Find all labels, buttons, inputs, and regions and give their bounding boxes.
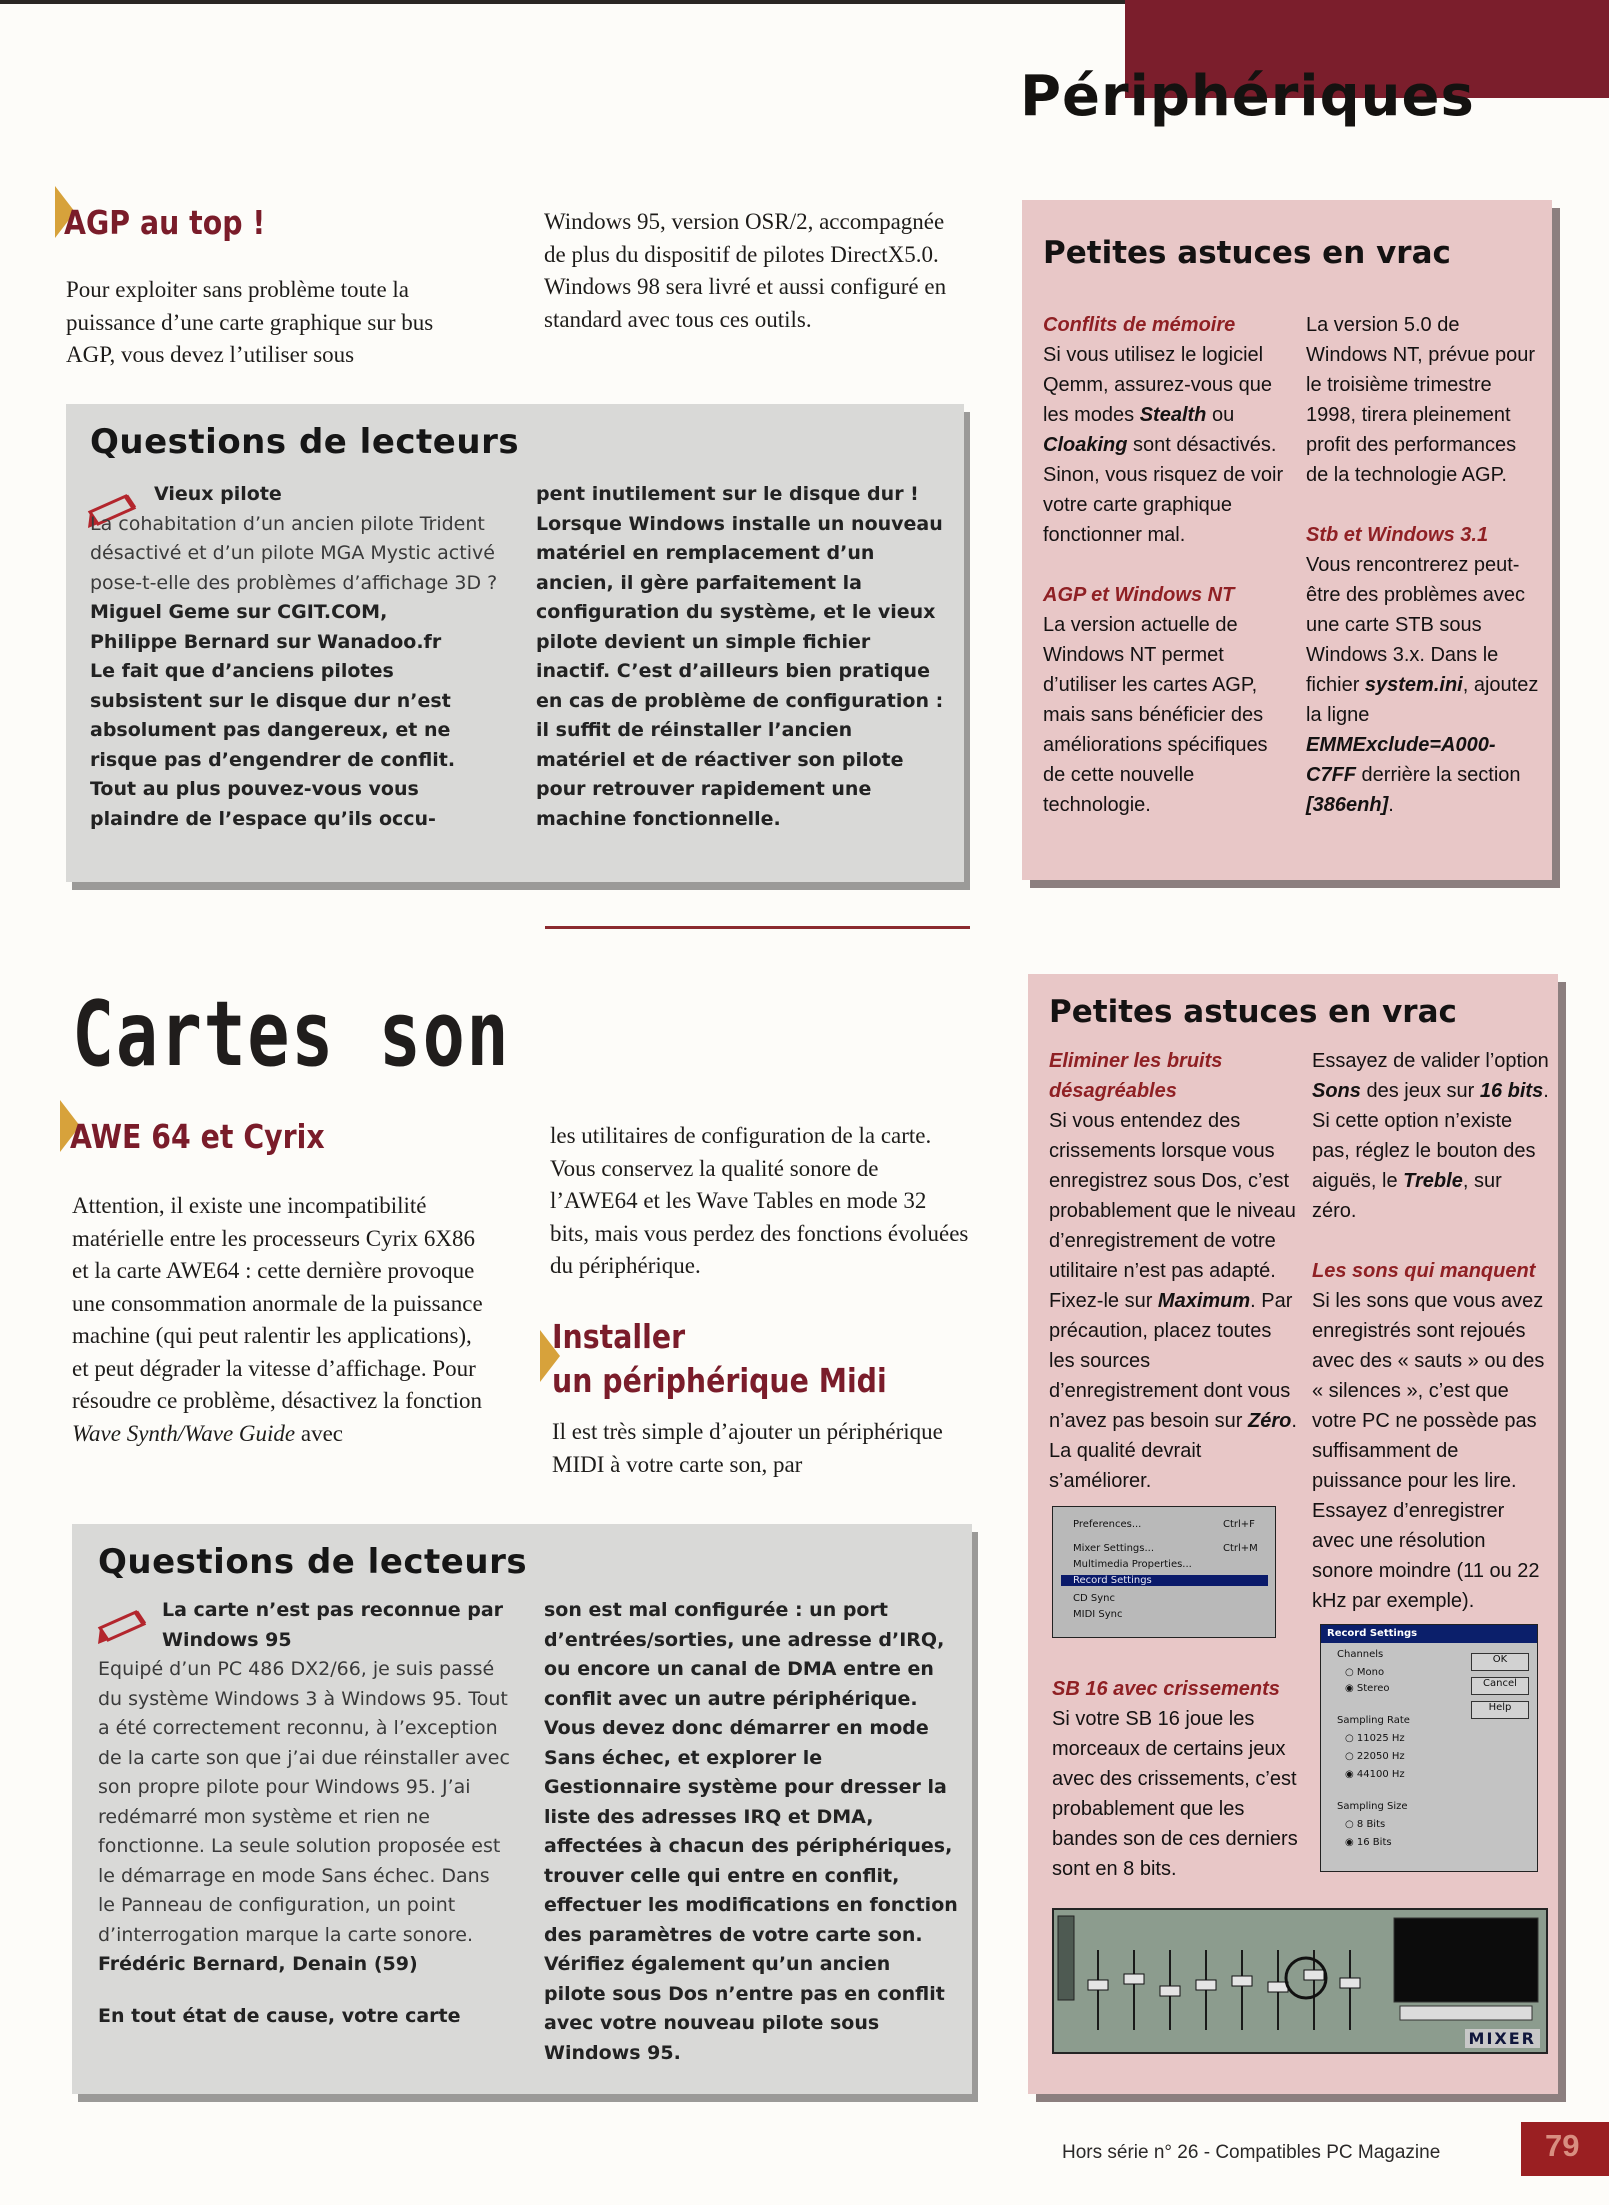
radio-label: 44100 Hz: [1356, 1769, 1405, 1780]
tip-heading: AGP et Windows NT: [1043, 584, 1235, 606]
radio-rate[interactable]: ○ 22050 Hz: [1345, 1751, 1405, 1762]
tip-heading: Eliminer les bruits désagréables: [1049, 1050, 1223, 1102]
tips-box-1: [1022, 200, 1552, 880]
reader-questions-title: Questions de lecteurs: [98, 1542, 528, 1582]
answer-part-b: son est mal configurée : un port d’entrées/sorties, une adresse d’IRQ, ou encore un canal de DMA entre en conflit avec un autre périphérique. Vous devez donc démarrer en mode Sans échec, et explorer le Gestionnaire système pour dresser la liste des adresses IRQ et DMA, affectées à chacun des périphériques, trouver celle qui entre en conflit, effectuer les modifications en fonction des paramètres de votre carte son. Vérifiez également qu’un ancien pilote sous Dos n’entre pas en conflit avec votre nouveau pilote sous Windows 95.: [544, 1599, 958, 2064]
radio-label: 16 Bits: [1356, 1837, 1392, 1848]
tip-text: Si vous utilisez le logiciel Qemm, assurez-vous que les modes: [1043, 344, 1272, 426]
awe-emph: Wave Synth/Wave Guide: [72, 1420, 296, 1446]
group-label: Sampling Size: [1337, 1801, 1408, 1812]
group-label: Channels: [1337, 1649, 1384, 1660]
awe-col1: [72, 1190, 492, 1450]
tip-text: Si votre SB 16 joue les morceaux de certains jeux avec des crissements, c’est probablement que les bandes son de ces derniers sont en 8 bits.: [1052, 1708, 1298, 1880]
section-heading-cartes-son: Cartes son: [72, 982, 511, 1087]
tip-emph: Treble: [1403, 1170, 1463, 1192]
question-author: Frédéric Bernard, Denain (59): [98, 1953, 418, 1975]
radio-stereo[interactable]: ◉ Stereo: [1345, 1683, 1390, 1694]
tip-text: Si vous entendez des crissements lorsque vous enregistrez sous Dos, c’est probablement que le niveau d’enregistrement de votre utilitaire n’est pas adapté. Fixez-le sur: [1049, 1110, 1296, 1312]
group-label: Sampling Rate: [1337, 1715, 1410, 1726]
radio-rate[interactable]: ○ 11025 Hz: [1345, 1733, 1405, 1744]
tip-heading: Stb et Windows 3.1: [1306, 524, 1489, 546]
help-button[interactable]: Help: [1471, 1701, 1529, 1719]
awe-text: Attention, il existe une incompatibilité matérielle entre les processeurs Cyrix 6X86 et la carte AWE64 : cette dernière provoque une consommation anormale de la puissance machine (qui peut ralentir les applications), et peut dégrader la vitesse d’affichage. Pour résoudre ce problème, désactivez la fonction: [72, 1193, 483, 1413]
tip-heading: Les sons qui manquent: [1312, 1260, 1536, 1282]
radio-label: 22050 Hz: [1356, 1751, 1405, 1762]
radio-label: Stereo: [1356, 1683, 1390, 1694]
radio-mono[interactable]: ○ Mono: [1345, 1667, 1385, 1678]
radio-size[interactable]: ○ 8 Bits: [1345, 1819, 1386, 1830]
tip-text: Essayez de valider l’option: [1312, 1050, 1549, 1072]
radio-label: 8 Bits: [1356, 1819, 1386, 1830]
tip-heading: Conflits de mémoire: [1043, 314, 1236, 336]
question-item-title: Vieux pilote: [154, 483, 282, 505]
section-divider: [545, 926, 970, 929]
ok-button[interactable]: OK: [1471, 1653, 1529, 1671]
menu-screenshot: [1052, 1506, 1276, 1638]
tips-col1: [1043, 310, 1293, 820]
menu-item-selected[interactable]: Record Settings: [1061, 1575, 1268, 1586]
tip-text: derrière la section: [1356, 764, 1521, 786]
awe-text: avec: [295, 1420, 344, 1446]
tip-emph: EMMExclude=A000-C7FF: [1306, 734, 1496, 786]
tip-emph: Maximum: [1157, 1290, 1251, 1312]
tips-title: Petites astuces en vrac: [1049, 994, 1457, 1030]
tip-emph: Zéro: [1248, 1410, 1292, 1432]
tip-emph: Stealth: [1139, 404, 1207, 426]
awe-headline: AWE 64 et Cyrix: [70, 1117, 325, 1156]
tips-col2: [1312, 1046, 1550, 1616]
agp-col2: Windows 95, version OSR/2, accompagnée de plus du dispositif de pilotes DirectX5.0. Windows 98 sera livré et aussi configuré en standard avec tous ces outils.: [544, 209, 947, 332]
reader-question-col2: [536, 480, 948, 834]
answer-part-a: Le fait que d’anciens pilotes subsistent sur le disque dur n’est absolument pas dangereux, et ne risque pas d’engendrer de conflit. Tout au plus pouvez-vous vous plaindre de l’espace qu’ils occu-: [90, 660, 456, 830]
tip-text: . Si cette option n’existe pas, réglez le bouton des aiguës, le: [1312, 1080, 1549, 1192]
tip-text: ou: [1206, 404, 1235, 426]
tip-text: .: [1388, 794, 1394, 816]
agp-col1: Pour exploiter sans problème toute la puissance d’une carte graphique sur bus AGP, vous devez l’utiliser sous: [66, 277, 434, 367]
tip-text: . La qualité devrait s’améliorer.: [1049, 1410, 1297, 1492]
tip-text: . Par précaution, placez toutes les sources d’enregistrement dont vous n’avez pas besoin sur: [1049, 1290, 1293, 1432]
record-settings-dialog: [1320, 1624, 1538, 1872]
mixer-label: MIXER: [1465, 2029, 1540, 2048]
tip-text: Si les sons que vous avez enregistrés sont rejoués avec des « sauts » ou des « silences », c’est que votre PC ne possède pas suffisamment de puissance pour les lire. Essayez d’enregistrer avec une résolution sonore moindre (11 ou 22 kHz par exemple).: [1312, 1290, 1545, 1612]
tip-text: , ajoutez la ligne: [1306, 674, 1539, 726]
radio-size[interactable]: ◉ 16 Bits: [1345, 1837, 1392, 1848]
menu-shortcut: Ctrl+F: [1223, 1519, 1255, 1530]
reader-question-col2: [544, 1596, 958, 2068]
midi-text: Il est très simple d’ajouter un périphérique MIDI à votre carte son, par: [552, 1419, 943, 1477]
midi-headline-1: Installer: [552, 1317, 686, 1356]
cancel-button[interactable]: Cancel: [1471, 1677, 1529, 1695]
reader-questions-box-2: [72, 1524, 972, 2094]
menu-item[interactable]: Multimedia Properties...: [1073, 1559, 1192, 1570]
reader-question-col1: [90, 480, 506, 834]
footer-text: Hors série n° 26 - Compatibles PC Magazine: [1062, 2142, 1441, 2163]
awe-col2: les utilitaires de configuration de la carte. Vous conservez la qualité sonore de l’AWE64 et les Wave Tables en mode 32 bits, mais vous perdez des fonctions évoluées du périphérique.: [550, 1123, 969, 1278]
menu-item[interactable]: Preferences...: [1073, 1519, 1142, 1530]
tip-text: des jeux sur: [1360, 1080, 1480, 1102]
question-text: Equipé d’un PC 486 DX2/66, je suis passé du système Windows 3 à Windows 95. Tout a été correctement reconnu, à l’exception de la carte son que j’ai due réinstaller avec son propre pilote pour Windows 95. J’ai redémarré mon système et rien ne fonctionne. La seule solution proposée est le démarrage en mode Sans échec. Dans le Panneau de configuration, un point d’interrogation marque la carte sonore.: [98, 1658, 510, 1946]
tip-text: , sur zéro.: [1312, 1170, 1502, 1222]
midi-headline-2: un périphérique Midi: [552, 1361, 887, 1400]
tip-emph: 16 bits: [1479, 1080, 1544, 1102]
tips-col2: [1306, 310, 1542, 820]
tip-text: sont désactivés. Sinon, vous risquez de voir votre carte graphique fonctionner mal.: [1043, 434, 1284, 546]
dialog-title: Record Settings: [1321, 1625, 1537, 1643]
question-text: La cohabitation d’un ancien pilote Trident désactivé et d’un pilote MGA Mystic activé pose-t-elle des problèmes d’affichage 3D ?: [90, 512, 498, 594]
menu-item[interactable]: Mixer Settings...: [1073, 1543, 1155, 1554]
tip-emph: system.ini: [1364, 674, 1463, 696]
reader-questions-title: Questions de lecteurs: [90, 422, 520, 462]
tip-text: La version 5.0 de Windows NT, prévue pour le troisième trimestre 1998, tirera pleinement profit des performances de la technologie AGP.: [1306, 314, 1535, 486]
tip-heading: SB 16 avec crissements: [1052, 1678, 1280, 1700]
tips-title: Petites astuces en vrac: [1043, 235, 1451, 271]
answer-part-b: pent inutilement sur le disque dur ! Lorsque Windows installe un nouveau matériel en remplacement d’un ancien, il gère parfaitement la configuration du système, et le vieux pilote devient un simple fichier inactif. C’est d’ailleurs bien pratique en cas de problème de configuration : il suffit de réinstaller l’ancien matériel et de réactiver son pilote pour retrouver rapidement une machine fonctionnelle.: [536, 483, 944, 830]
tip-text: La version actuelle de Windows NT permet d’utiliser les cartes AGP, mais sans bénéficier des améliorations spécifiques de cette nouvelle technologie.: [1043, 614, 1268, 816]
tip-emph: Cloaking: [1043, 434, 1128, 456]
radio-label: 11025 Hz: [1356, 1733, 1405, 1744]
mixer-screenshot: [1052, 1908, 1548, 2054]
question-author-1: Miguel Geme sur CGIT.COM,: [90, 601, 388, 623]
menu-item[interactable]: MIDI Sync: [1073, 1609, 1123, 1620]
tip-emph: [386enh]: [1306, 794, 1389, 816]
radio-rate[interactable]: ◉ 44100 Hz: [1345, 1769, 1405, 1780]
tips-col1-lower: [1052, 1674, 1302, 1884]
question-item-title: La carte n’est pas reconnue par Windows 95: [162, 1599, 504, 1651]
tip-emph: Sons: [1312, 1080, 1361, 1102]
agp-headline: AGP au top !: [64, 203, 266, 242]
tip-text: Vous rencontrerez peut-être des problèmes avec une carte STB sous Windows 3.x. Dans le fichier: [1306, 554, 1526, 696]
menu-shortcut: Ctrl+M: [1223, 1543, 1258, 1554]
reader-questions-box-1: [66, 404, 964, 882]
page-number: 79: [1521, 2122, 1609, 2176]
radio-label: Mono: [1356, 1667, 1385, 1678]
tips-col1: [1049, 1046, 1299, 1496]
section-title: Périphériques: [1020, 64, 1475, 129]
menu-item[interactable]: CD Sync: [1073, 1593, 1115, 1604]
answer-part-a: En tout état de cause, votre carte: [98, 2004, 461, 2027]
question-author-2: Philippe Bernard sur Wanadoo.fr: [90, 630, 442, 653]
reader-question-col1: [98, 1596, 512, 2031]
